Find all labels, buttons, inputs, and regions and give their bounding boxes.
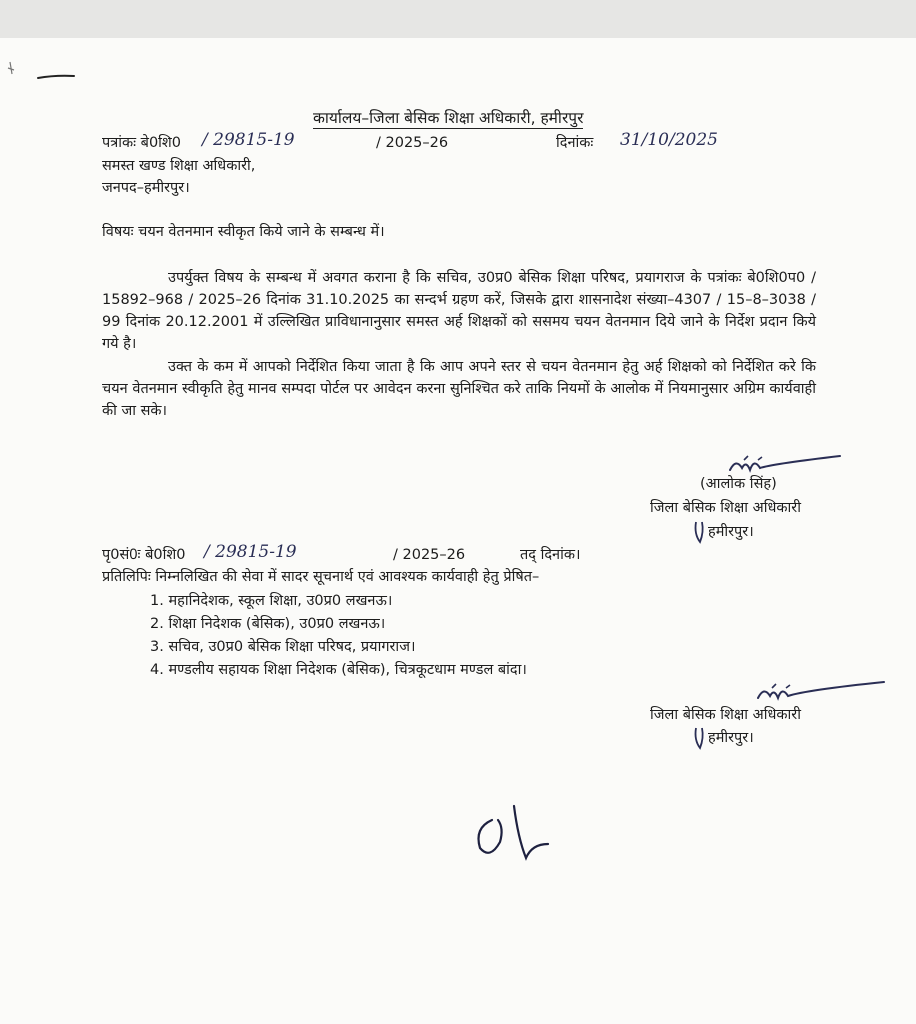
office-title: कार्यालय–जिला बेसिक शिक्षा अधिकारी, हमीरपुर (313, 109, 584, 127)
signature-2-place: हमीरपुर। (708, 730, 754, 746)
recipient-line1: समस्त खण्ड शिक्षा अधिकारी, (102, 158, 256, 174)
letter-date-label: दिनांकः (556, 135, 594, 151)
list-item: 4. मण्डलीय सहायक शिक्षा निदेशक (बेसिक), चित्रकूटधाम मण्डल बांदा। (150, 662, 527, 678)
copy-recipient-list (150, 590, 527, 682)
letter-ref-label: पत्रांकः बे0शि0 (102, 135, 182, 151)
letter-year: / 2025–26 (376, 135, 449, 151)
body-paragraph-1 (102, 267, 816, 355)
body-paragraph-2-text: उक्त के कम में आपको निर्देशित किया जाता है कि आप अपने स्तर से चयन वेतनमान हेतु अर्ह शिक्षको को निर्देशित करे कि चयन वेतनमान स्वीकृति हेतु मानव सम्पदा पोर्टल पर आवेदन करना सुनिश्चित करे ताकि नियमों के आलोक में नियमानुसार अग्रिम कार्यवाही की जा सके। (102, 359, 816, 419)
subject-line: विषयः चयन वेतनमान स्वीकृत किये जाने के सम्बन्ध में। (102, 224, 385, 240)
list-item: 2. शिक्षा निदेशक (बेसिक), उ0प्र0 लखनऊ। (150, 616, 386, 632)
body-paragraph-1-text: उपर्युक्त विषय के सम्बन्ध में अवगत कराना है कि सचिव, उ0प्र0 बेसिक शिक्षा परिषद, प्रयागराज के पत्रांकः बे0शि0प0 / 15892–968 / 2025–26 दिनांक 31.10.2025 का सन्दर्भ ग्रहण करें, जिसके द्वारा शासनादेश संख्या–4307 / 15–8–3038 / 99 दिनांक 20.12.2001 में उल्लिखित प्राविधानानुसार समस्त अर्ह शिक्षकों को ससमय चयन वेतनमान दिये जाने के निर्देश प्रदान किये गये है। (102, 270, 816, 352)
letter-date: 31/10/2025 (620, 130, 718, 150)
copy-ref-number: / 29815-19 (204, 542, 297, 562)
signature-2-designation: जिला बेसिक शिक्षा अधिकारी (650, 707, 801, 723)
copy-intro: प्रतिलिपिः निम्नलिखित की सेवा में सादर सूचनार्थ एवं आवश्यक कार्यवाही हेतु प्रेषित– (102, 569, 540, 585)
letter-ref-number: / 29815-19 (202, 130, 295, 150)
copy-ref-label: पृ0सं0ः बे0शि0 (102, 547, 186, 563)
letter-page (0, 38, 916, 1024)
copy-year: / 2025–26 (393, 547, 466, 563)
body-paragraph-2 (102, 356, 816, 422)
margin-mark (0, 38, 90, 98)
handwritten-approval-mark (470, 798, 560, 878)
list-item: 3. सचिव, उ0प्र0 बेसिक शिक्षा परिषद, प्रयागराज। (150, 639, 416, 655)
signature-1-name: (आलोक सिंह) (700, 476, 777, 492)
copy-date: तद् दिनांक। (520, 547, 581, 563)
recipient-line2: जनपद–हमीरपुर। (102, 180, 190, 196)
list-item: 1. महानिदेशक, स्कूल शिक्षा, उ0प्र0 लखनऊ। (150, 593, 393, 609)
signature-1-designation: जिला बेसिक शिक्षा अधिकारी (650, 500, 801, 516)
signature-1-place: हमीरपुर। (708, 524, 754, 540)
